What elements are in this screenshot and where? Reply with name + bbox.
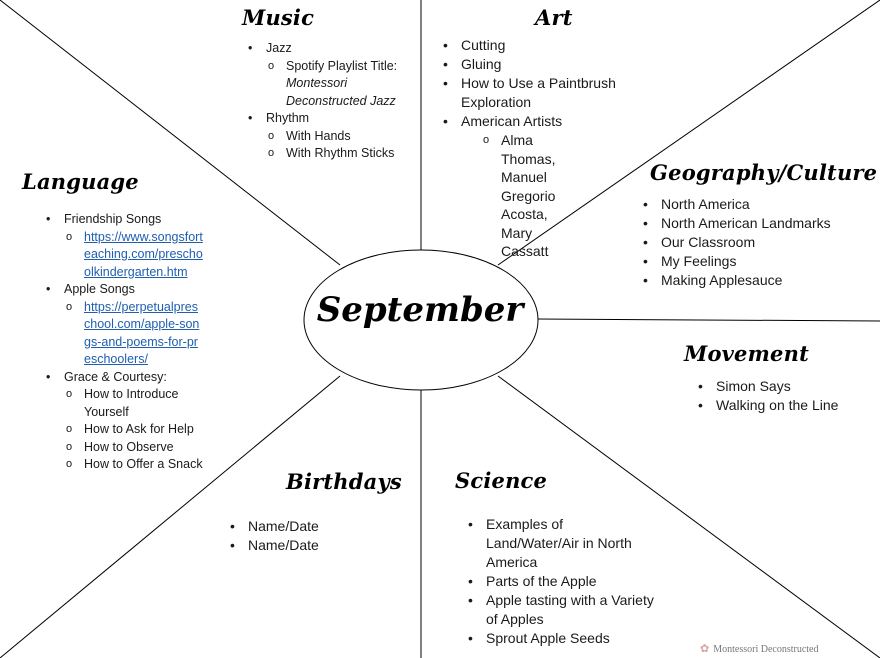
movement-section bbox=[696, 377, 876, 415]
music-title: Music bbox=[242, 5, 315, 30]
list-item: • How to Use a Paintbrush Exploration bbox=[441, 74, 616, 112]
list-item: • Jazz o Spotify Playlist Title: Montessori Deconstructed Jazz bbox=[246, 40, 416, 110]
list-item: o How to Ask for Help bbox=[64, 421, 234, 439]
birthdays-title: Birthdays bbox=[286, 469, 402, 494]
movement-title: Movement bbox=[684, 341, 809, 366]
list-item bbox=[64, 229, 204, 282]
list-item: • Sprout Apple Seeds bbox=[466, 629, 666, 648]
list-item: • North America bbox=[641, 195, 871, 214]
geography-section bbox=[641, 195, 871, 290]
list-item: o Alma Thomas, Manuel Gregorio Acosta, Mary Cassatt bbox=[481, 131, 581, 261]
watermark: ✿ Montessori Deconstructed bbox=[700, 643, 819, 655]
list-item: • Making Applesauce bbox=[641, 271, 871, 290]
science-section bbox=[466, 515, 666, 648]
flower-icon: ✿ bbox=[700, 643, 710, 655]
list-item: • Apple Songs o https://perpetualpreschool.com/apple-songs-and-poems-for-preschoolers/ bbox=[44, 281, 254, 369]
list-item: • Examples of Land/Water/Air in North America bbox=[466, 515, 646, 572]
language-section bbox=[44, 211, 254, 474]
birthdays-section bbox=[228, 517, 388, 555]
list-item: • Apple tasting with a Variety of Apples bbox=[466, 591, 666, 629]
language-title: Language bbox=[22, 169, 139, 194]
list-item: • North American Landmarks bbox=[641, 214, 871, 233]
list-item: o How to Introduce Yourself bbox=[64, 386, 194, 421]
list-item: • Gluing bbox=[441, 55, 616, 74]
list-item bbox=[64, 299, 204, 369]
line-right bbox=[537, 319, 880, 321]
art-section bbox=[441, 36, 616, 261]
center-title: September bbox=[316, 290, 524, 330]
list-item: o With Rhythm Sticks bbox=[266, 145, 416, 163]
list-item: o How to Offer a Snack bbox=[64, 456, 234, 474]
list-item: • My Feelings bbox=[641, 252, 871, 271]
list-item: • Our Classroom bbox=[641, 233, 871, 252]
songs-link[interactable]: https://www.songsforteaching.com/preschoolkindergarten.htm bbox=[84, 229, 203, 279]
list-item: • Parts of the Apple bbox=[466, 572, 666, 591]
list-item: • Friendship Songs o https://www.songsforteaching.com/preschoolkindergarten.htm bbox=[44, 211, 254, 281]
list-item: • Name/Date bbox=[228, 517, 388, 536]
list-item: • Rhythm o With Hands o With Rhythm Sticks bbox=[246, 110, 416, 163]
list-item: • Name/Date bbox=[228, 536, 388, 555]
list-item: • Simon Says bbox=[696, 377, 876, 396]
list-item: o Spotify Playlist Title: Montessori Deconstructed Jazz bbox=[266, 58, 416, 111]
science-title: Science bbox=[455, 468, 548, 493]
apple-songs-link[interactable]: https://perpetualpreschool.com/apple-songs-and-poems-for-preschoolers/ bbox=[84, 299, 200, 366]
music-section bbox=[246, 40, 416, 163]
art-title: Art bbox=[535, 5, 573, 30]
list-item: • Walking on the Line bbox=[696, 396, 876, 415]
list-item: • Cutting bbox=[441, 36, 616, 55]
list-item: o How to Observe bbox=[64, 439, 234, 457]
list-item: • Grace & Courtesy: o How to Introduce Yourself o How to Ask for Help o How to Observe o How to Offer a Snack bbox=[44, 369, 254, 474]
list-item: • American Artists o Alma Thomas, Manuel Gregorio Acosta, Mary Cassatt bbox=[441, 112, 616, 261]
list-item: o With Hands bbox=[266, 128, 416, 146]
geography-title: Geography/Culture bbox=[650, 160, 878, 185]
